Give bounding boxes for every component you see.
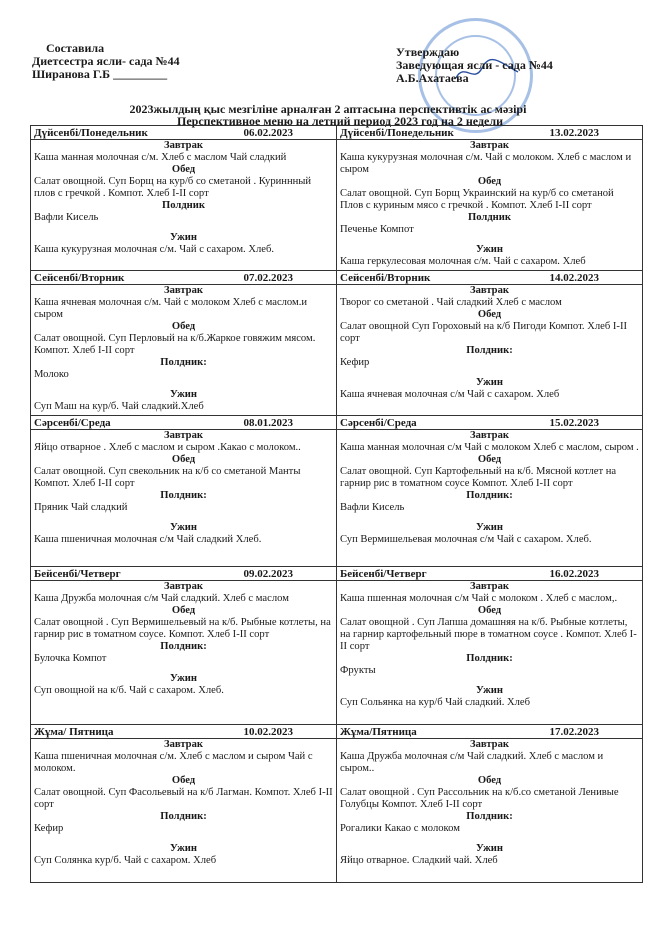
meal-text: Каша манная молочная с/м. Хлеб с маслом Чай сладкий [34, 152, 287, 163]
meal-text: Салат овощной . Суп Вермишельевый на к/б. Рыбные котлеты, на гарнир рис в томатном соусе. Компот. Хлеб I-II сорт [34, 617, 331, 640]
meal-text: Каша пшеничная молочная с/м Чай сладкий Хлеб. [34, 534, 262, 545]
meal-name: Обед [477, 454, 502, 465]
day-header [337, 567, 642, 581]
day-header [31, 271, 336, 285]
meal-name: Завтрак [470, 581, 509, 592]
meal-text: Каша ячневая молочная с/м. Чай с молоком Хлеб с маслом.и сыром [34, 297, 308, 320]
meal-text: Салат овощной Суп Гороховый на к/б Пигоди Компот. Хлеб I-II сорт [340, 321, 628, 344]
day-date: 14.02.2023 [549, 272, 599, 284]
meal-name: Ужин [170, 389, 197, 400]
meal-text: Салат овощной. Суп Борщ на кур/б со сметаной . Куриннный плов с гречкой . Компот. Хлеб I-II сорт [34, 176, 312, 199]
day-cell [31, 126, 337, 271]
meal-name: Завтрак [470, 140, 509, 151]
meal-text: Суп овощной на к/б. Чай с сахаром. Хлеб. [34, 685, 224, 696]
day-meals [31, 285, 336, 415]
meal-name: Обед [171, 605, 196, 616]
day-meals [31, 739, 336, 869]
meal-name: Завтрак [164, 581, 203, 592]
meal-name: Полдник [467, 212, 511, 223]
approver-name: А.Б.Ахатаева [396, 71, 469, 85]
meal-name: Ужин [476, 522, 503, 533]
meal-text: Молоко [34, 369, 69, 380]
spacer [34, 835, 333, 843]
composer-title: Составила [46, 41, 105, 55]
meal-name: Завтрак [164, 739, 203, 750]
day-date: 06.02.2023 [243, 127, 293, 139]
day-name: Сейсенбі/Вторник [340, 272, 431, 284]
day-date: 16.02.2023 [549, 568, 599, 580]
day-name: Жұма/Пятница [340, 726, 417, 738]
meal-name: Завтрак [470, 739, 509, 750]
meal-name: Полдник [161, 200, 205, 211]
day-cell [337, 271, 643, 416]
meal-name: Завтрак [470, 285, 509, 296]
meal-name: Полдник: [160, 490, 207, 501]
meal-name: Ужин [476, 685, 503, 696]
menu-row [31, 567, 643, 725]
menu-row [31, 126, 643, 271]
day-date: 08.01.2023 [243, 417, 293, 429]
day-header [337, 126, 642, 140]
meal-name: Полдник: [160, 811, 207, 822]
day-cell [31, 725, 337, 883]
day-meals [337, 285, 642, 403]
spacer [340, 835, 639, 843]
meal-name: Обед [477, 309, 502, 320]
meal-text: Салат овощной. Суп свекольник на к/б со сметаной Манты Компот. Хлеб I-II сорт [34, 466, 301, 489]
day-meals [337, 430, 642, 548]
meal-name: Ужин [476, 843, 503, 854]
menu-table [30, 125, 643, 883]
day-header [337, 271, 642, 285]
spacer [340, 514, 639, 522]
meal-name: Ужин [170, 522, 197, 533]
day-date: 07.02.2023 [243, 272, 293, 284]
meal-name: Полдник: [160, 357, 207, 368]
meal-text: Печенье Компот [340, 224, 414, 235]
meal-name: Обед [171, 775, 196, 786]
day-meals [31, 430, 336, 548]
meal-name: Полдник: [466, 653, 513, 664]
meal-name: Ужин [476, 244, 503, 255]
title-russian: Перспективное меню на летний период 2023 год на 2 недели [176, 114, 503, 128]
meal-name: Обед [477, 775, 502, 786]
menu-row [31, 725, 643, 883]
approver-title: Утверждаю [396, 45, 460, 59]
meal-text: Каша Дружба молочная с/м Чай сладкий. Хлеб с маслом [34, 593, 289, 604]
meal-name: Обед [477, 176, 502, 187]
day-cell [337, 126, 643, 271]
day-name: Бейсенбі/Четверг [340, 568, 427, 580]
day-name: Дүйсенбі/Понедельник [340, 127, 454, 139]
meal-text: Каша геркулесовая молочная с/м. Чай с сахаром. Хлеб [340, 256, 586, 267]
day-cell [31, 416, 337, 567]
meal-text: Вафли Кисель [340, 502, 405, 513]
approver-block [396, 46, 553, 85]
meal-text: Салат овощной . Суп Рассольник на к/б.со сметаной Ленивые Голубцы Компот. Хлеб I-II сорт [340, 787, 619, 810]
meal-name: Ужин [170, 673, 197, 684]
day-meals [31, 581, 336, 699]
meal-text: Салат овощной. Суп Борщ Украинский на кур/б со сметаной Плов с куриным мясо с гречкой . Компот. Хлеб I-II сорт [340, 188, 614, 211]
day-meals [337, 581, 642, 711]
day-meals [337, 140, 642, 270]
meal-text: Каша кукурузная молочная с/м. Чай с сахаром. Хлеб. [34, 244, 275, 255]
meal-text: Кефир [340, 357, 370, 368]
meal-text: Каша ячневая молочная с/м Чай с сахаром. Хлеб [340, 389, 560, 400]
meal-name: Ужин [476, 377, 503, 388]
meal-text: Каша Дружба молочная с/м Чай сладкий. Хлеб с маслом и сыром.. [340, 751, 604, 774]
meal-text: Суп Вермишельевая молочная с/м Чай с сахаром. Хлеб. [340, 534, 592, 545]
meal-text: Салат овощной . Суп Лапша домашняя на к/б. Рыбные котлеты, на гарнир картофельный пюре в томатном соусе . Компот. Хлеб I-II сорт [340, 617, 637, 652]
day-date: 09.02.2023 [243, 568, 293, 580]
day-header [31, 725, 336, 739]
day-cell [337, 567, 643, 725]
meal-text: Рогалики Какао с молоком [340, 823, 460, 834]
meal-text: Яйцо отварное. Сладкий чай. Хлеб [340, 855, 498, 866]
approver-position: Заведующая ясли - сада №44 [396, 58, 553, 72]
meal-text: Творог со сметаной . Чай сладкий Хлеб с маслом [340, 297, 562, 308]
meal-name: Полдник: [466, 345, 513, 356]
menu-row [31, 271, 643, 416]
meal-text: Суп Солянка кур/б. Чай с сахаром. Хлеб [34, 855, 217, 866]
meal-name: Полдник: [466, 811, 513, 822]
spacer [340, 236, 639, 244]
day-name: Сәрсенбі/Среда [340, 417, 417, 429]
spacer [34, 665, 333, 673]
day-date: 15.02.2023 [549, 417, 599, 429]
day-name: Бейсенбі/Четверг [34, 568, 121, 580]
day-cell [31, 271, 337, 416]
meal-name: Полдник: [466, 490, 513, 501]
day-header [31, 126, 336, 140]
meal-text: Салат овощной. Суп Картофельный на к/б. Мясной котлет на гарнир рис в томатном соусе Компот. Хлеб I-II сорт [340, 466, 617, 489]
meal-name: Завтрак [164, 140, 203, 151]
day-name: Жұма/ Пятница [34, 726, 114, 738]
spacer [340, 369, 639, 377]
day-date: 17.02.2023 [549, 726, 599, 738]
meal-text: Кефир [34, 823, 64, 834]
day-cell [31, 567, 337, 725]
meal-text: Яйцо отварное . Хлеб с маслом и сыром .Какао с молоком.. [34, 442, 301, 453]
meal-name: Обед [171, 321, 196, 332]
meal-text: Пряник Чай сладкий [34, 502, 128, 513]
meal-text: Суп Маш на кур/б. Чай сладкий.Хлеб [34, 401, 204, 412]
day-name: Сейсенбі/Вторник [34, 272, 125, 284]
composer-name: Ширанова Г.Б _________ [32, 67, 168, 81]
title-kazakh: 2023жылдың қыс мезгіліне арналған 2 аптасына перспективтік ас мәзірі [129, 102, 527, 116]
meal-text: Каша пшенная молочная с/м Чай с молоком . Хлеб с маслом,. [340, 593, 618, 604]
meal-name: Завтрак [470, 430, 509, 441]
day-cell [337, 416, 643, 567]
meal-name: Обед [477, 605, 502, 616]
meal-name: Завтрак [164, 430, 203, 441]
meal-text: Вафли Кисель [34, 212, 99, 223]
meal-text: Салат овощной. Суп Фасольевый на к/б Лагман. Компот. Хлеб I-II сорт [34, 787, 333, 810]
day-header [31, 416, 336, 430]
spacer [34, 514, 333, 522]
day-header [337, 725, 642, 739]
meal-name: Полдник: [160, 641, 207, 652]
meal-text: Булочка Компот [34, 653, 107, 664]
day-cell [337, 725, 643, 883]
composer-position: Диетсестра ясли- сада №44 [32, 54, 180, 68]
day-header [31, 567, 336, 581]
day-header [337, 416, 642, 430]
meal-text: Суп Сольянка на кур/б Чай сладкий. Хлеб [340, 697, 531, 708]
day-date: 13.02.2023 [549, 127, 599, 139]
meal-text: Каша кукурузная молочная с/м. Чай с молоком. Хлеб с маслом и сыром [340, 152, 632, 175]
meal-text: Фрукты [340, 665, 376, 676]
meal-name: Обед [171, 454, 196, 465]
meal-name: Завтрак [164, 285, 203, 296]
day-name: Дүйсенбі/Понедельник [34, 127, 148, 139]
day-name: Сәрсенбі/Среда [34, 417, 111, 429]
day-meals [31, 140, 336, 258]
spacer [340, 677, 639, 685]
meal-name: Ужин [170, 232, 197, 243]
meal-name: Ужин [170, 843, 197, 854]
composer-block [32, 42, 180, 81]
meal-text: Каша манная молочная с/м Чай с молоком Хлеб с маслом, сыром . [340, 442, 639, 453]
day-date: 10.02.2023 [243, 726, 293, 738]
meal-text: Салат овощной. Суп Перловый на к/б.Жаркое говяжим мясом. Компот. Хлеб I-II сорт [34, 333, 316, 356]
meal-text: Каша пшеничная молочная с/м. Хлеб с маслом и сыром Чай с молоком. [34, 751, 313, 774]
spacer [34, 224, 333, 232]
day-meals [337, 739, 642, 869]
spacer [34, 381, 333, 389]
menu-row [31, 416, 643, 567]
meal-name: Обед [171, 164, 196, 175]
